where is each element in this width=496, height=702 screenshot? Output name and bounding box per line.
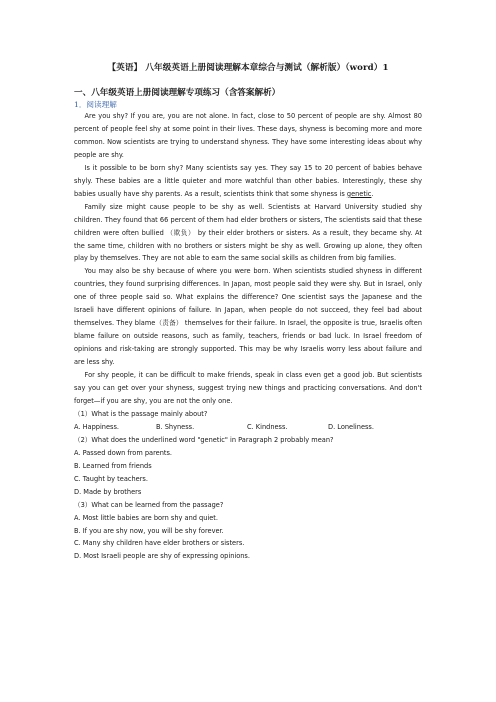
question-1-option-a: A. Happiness. (74, 422, 119, 431)
question-1-option-b: B. Shyness. (156, 422, 195, 431)
paragraph-2 (74, 162, 422, 201)
section-heading: 一、八年级英语上册阅读理解专项练习（含答案解析） (74, 88, 281, 98)
underlined-word-genetic: genetic (346, 189, 372, 198)
question-1-option-c: C. Kindness. (247, 422, 288, 431)
question-1-options (74, 421, 422, 434)
question-3-stem: （3）What can be learned from the passage? (74, 500, 224, 509)
question-3-option-c: C. Many shy children have elder brothers or sisters. (74, 539, 245, 548)
question-2-stem: （2）What does the underlined word "genetic" in Paragraph 2 probably mean? (74, 435, 334, 444)
paragraph-1: Are you shy? If you are, you are not alone. In fact, close to 50 percent of people are shy. Almost 80 percent of people feel shy at some point in their lives. These days, shyness is becoming more and more common. Now scientists are trying to understand shyness. They have some interesting ideas about why people are shy. (74, 112, 422, 159)
question-2-option-c: C. Taught by teachers. (74, 474, 148, 483)
section-subheading: 1．阅读理解 (74, 100, 117, 109)
document-title: 【英语】 八年级英语上册阅读理解本章综合与测试（解析版）（word）1 (107, 63, 389, 73)
question-3-option-d: D. Most Israeli people are shy of expressing opinions. (74, 552, 250, 561)
question-3-option-a: A. Most little babies are born shy and quiet. (74, 513, 218, 522)
question-2-option-a: A. Passed down from parents. (74, 448, 172, 457)
question-2-option-b: B. Learned from friends (74, 461, 152, 470)
question-1-option-d: D. Loneliness. (328, 422, 374, 431)
paragraph-2-text: Is it possible to be born shy? Many scientists say yes. They say 15 to 20 percent of babies behave shyly. These babies are a little quieter and more watchful than other babies. Interestingly, these shy babies usually have shy parents. As a result, scientists think that some shyness is (74, 163, 422, 198)
reading-passage (74, 110, 422, 563)
question-3-option-b: B. If you are shy now, you will be shy forever. (74, 526, 224, 535)
paragraph-4: You may also be shy because of where you were born. When scientists studied shyness in different countries, they found surprising differences. In Japan, most people said they were shy. But in Israel, only one of three people said so. What explains the difference? One scientist says the Japanese and the Israeli have different opinions of failure. In Japan, when people do not succeed, they feel bad about themselves. They blame（责备） themselves for their failure. In Israel, the opposite is true, Israelis often blame failure on outside reasons, such as family, teachers, friends or bad luck. In Israel freedom of opinions and risk-taking are strongly supported. This may be why Israelis worry less about failure and are less shy. (74, 267, 422, 367)
paragraph-2-end: . (371, 189, 374, 198)
question-1-stem: （1）What is the passage mainly about? (74, 409, 208, 418)
paragraph-3: Family size might cause people to be shy as well. Scientists at Harvard University studied shy children. They found that 66 percent of them had elder brothers or sisters, The scientists said that these children were often bullied （欺负） by their elder brothers or sisters. As a result, they became shy. At the same time, children with no brothers or sisters might be shy as well. Growing up alone, they often play by themselves. They are not able to earn the same social skills as children from big families. (74, 202, 422, 263)
question-2-option-d: D. Made by brothers (74, 487, 142, 496)
paragraph-5: For shy people, it can be difficult to make friends, speak in class even get a good job. But scientists say you can get over your shyness, suggest trying new things and practicing conversations. And don't forget—if you are shy, you are not the only one. (74, 371, 422, 405)
